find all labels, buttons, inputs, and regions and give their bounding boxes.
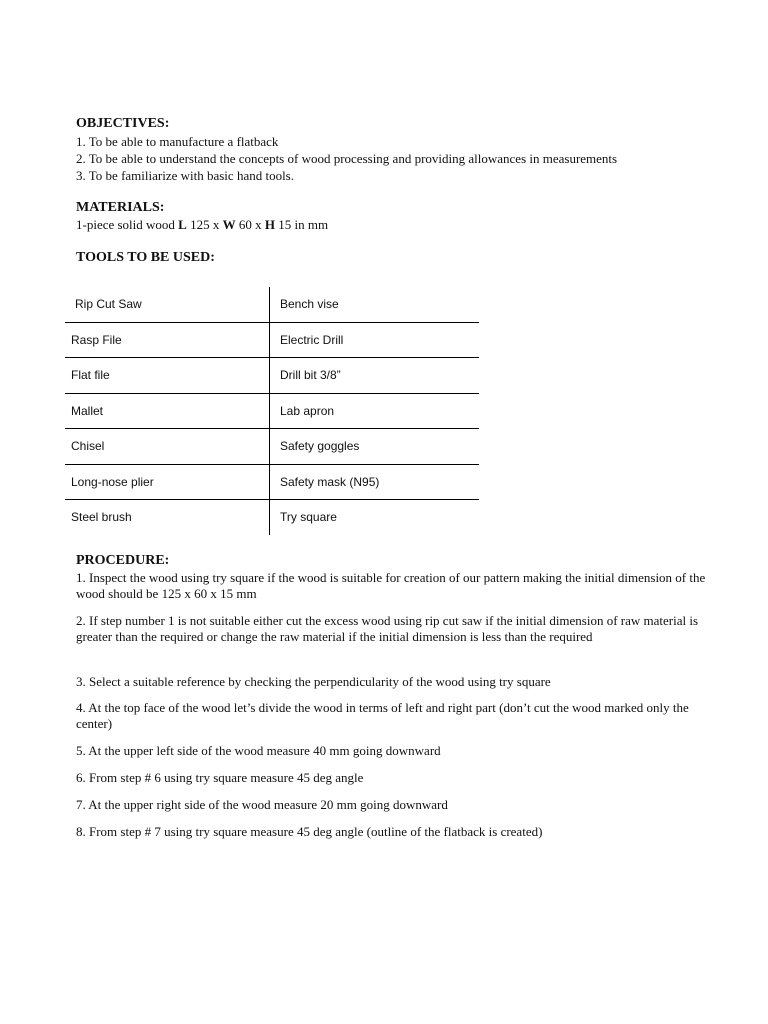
tools-table (65, 287, 479, 535)
procedure-heading: PROCEDURE: (76, 553, 170, 568)
materials-heading: MATERIALS: (76, 200, 165, 215)
procedure-step-6: 6. From step # 6 using try square measure 45 deg angle (76, 770, 364, 785)
procedure-step-5: 5. At the upper left side of the wood measure 40 mm going downward (76, 743, 441, 758)
procedure-step-8: 8. From step # 7 using try square measure 45 deg angle (outline of the flatback is created) (76, 824, 543, 839)
table-row (65, 322, 479, 358)
tool-cell: Rip Cut Saw (75, 297, 142, 312)
table-row (65, 500, 479, 535)
height-value: 15 in mm (274, 217, 329, 232)
objective-item-2: 2. To be able to understand the concepts of wood processing and providing allowances in measurements (76, 151, 618, 166)
tool-cell: Mallet (65, 393, 270, 429)
width-value: 60 x (235, 217, 265, 232)
procedure-step-2: 2. If step number 1 is not suitable either cut the excess wood using rip cut saw if the initial dimension of raw material is greater than the required or change the raw material if the initial dimension is less than the required (76, 613, 699, 644)
objectives-heading: OBJECTIVES: (76, 116, 170, 131)
length-value: 125 x (186, 217, 223, 232)
table-row (65, 393, 479, 429)
table-row (65, 358, 479, 394)
tool-cell: Bench vise (270, 287, 480, 322)
procedure-step-7: 7. At the upper right side of the wood measure 20 mm going downward (76, 797, 448, 812)
table-row (65, 429, 479, 465)
procedure-step-4: 4. At the top face of the wood let’s divide the wood in terms of left and right part (don’t cut the wood marked only the center) (76, 700, 689, 731)
materials-line (76, 217, 328, 233)
tool-cell: Lab apron (270, 393, 480, 429)
procedure-step-1: 1. Inspect the wood using try square if the wood is suitable for creation of our pattern making the initial dimension of the wood should be 125 x 60 x 15 mm (76, 570, 706, 601)
procedure-step-3: 3. Select a suitable reference by checking the perpendicularity of the wood using try square (76, 674, 551, 689)
tool-cell: Safety goggles (270, 429, 480, 465)
materials-prefix: 1-piece solid wood (76, 217, 179, 232)
height-label: H (264, 217, 275, 232)
tool-cell: Long-nose plier (65, 464, 270, 500)
tool-cell: Chisel (65, 429, 270, 465)
tool-cell: Rasp File (65, 322, 270, 358)
tool-cell: Electric Drill (270, 322, 480, 358)
table-row (65, 464, 479, 500)
tool-cell: Try square (270, 500, 480, 535)
objective-item-1: 1. To be able to manufacture a flatback (76, 134, 279, 149)
tools-heading: TOOLS TO BE USED: (76, 250, 215, 265)
tool-cell: Flat file (65, 358, 270, 394)
objective-item-3: 3. To be familiarize with basic hand tools. (76, 168, 294, 183)
tool-cell: Drill bit 3/8” (270, 358, 480, 394)
tool-cell: Steel brush (65, 500, 270, 535)
length-label: L (178, 217, 187, 232)
width-label: W (222, 217, 236, 232)
table-row (65, 287, 479, 322)
tool-cell: Safety mask (N95) (270, 464, 480, 500)
